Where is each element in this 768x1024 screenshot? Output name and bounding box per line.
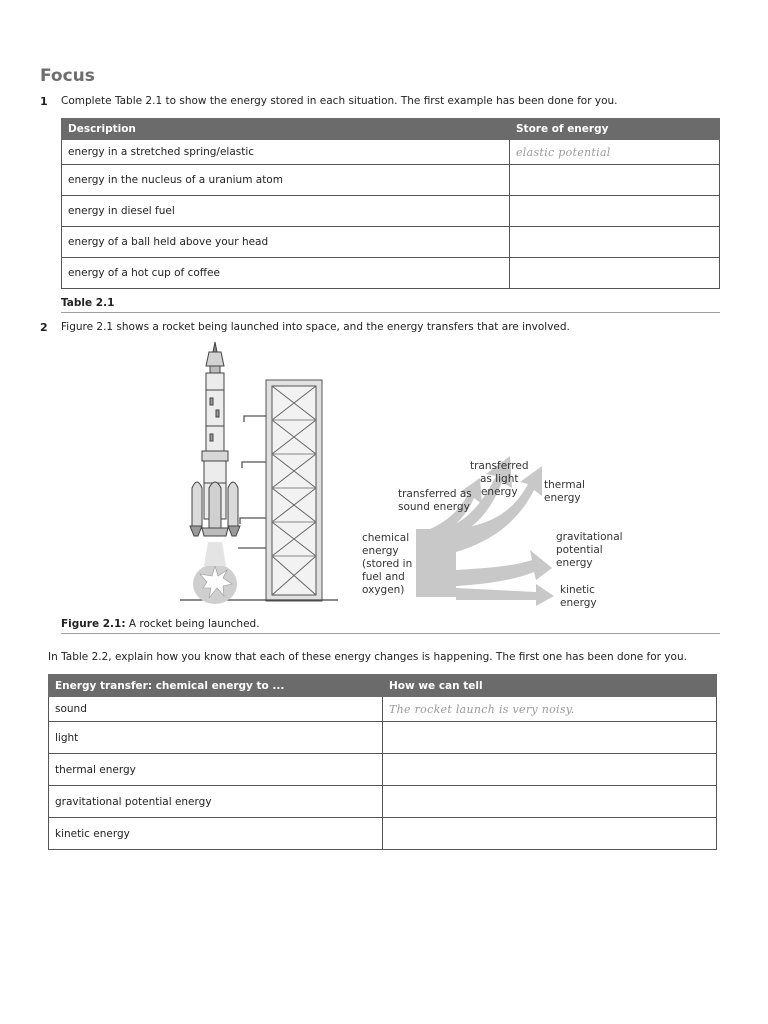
table-2-1 (61, 118, 720, 289)
table-header-row (62, 119, 720, 140)
exhaust-flame (193, 542, 237, 604)
label-line: thermal (544, 479, 585, 491)
label-line: kinetic (560, 584, 595, 596)
label-line: as light (479, 473, 519, 485)
label-line: energy (560, 597, 597, 609)
tower-support-arms (238, 416, 266, 548)
store-answer-cell[interactable] (510, 196, 720, 227)
question-2-number: 2 (40, 321, 48, 334)
table-header-row (49, 675, 717, 697)
description-cell: energy in a stretched spring/elastic (62, 140, 510, 165)
label-line: transferred as (398, 488, 472, 500)
question-2-text: Figure 2.1 shows a rocket being launched into space, and the energy transfers that are involved. (61, 321, 570, 333)
column-header-store: Store of energy (510, 119, 720, 140)
label-line: fuel and (362, 571, 405, 583)
explanation-answer-cell[interactable] (383, 722, 717, 754)
explanation-answer-cell[interactable] (383, 786, 717, 818)
rocket-figure (180, 338, 650, 613)
label-gravitational-energy (556, 531, 623, 570)
transfer-cell: thermal energy (49, 754, 383, 786)
table-2-2 (48, 674, 717, 850)
table-row (49, 754, 717, 786)
transfer-cell: light (49, 722, 383, 754)
label-light-energy (470, 460, 529, 499)
label-line: oxygen) (362, 584, 405, 596)
question-1-number: 1 (40, 95, 48, 108)
description-cell: energy of a hot cup of coffee (62, 258, 510, 289)
explanation-answer-cell[interactable]: The rocket launch is very noisy. (383, 697, 717, 722)
label-line: energy (480, 486, 518, 498)
description-cell: energy in the nucleus of a uranium atom (62, 165, 510, 196)
column-header-how-we-can-tell: How we can tell (383, 675, 717, 697)
table-row (62, 227, 720, 258)
label-kinetic-energy (560, 584, 597, 610)
table-row (49, 722, 717, 754)
table-row (49, 786, 717, 818)
store-answer-cell[interactable] (510, 227, 720, 258)
explanation-answer-cell[interactable] (383, 818, 717, 850)
transfer-cell: kinetic energy (49, 818, 383, 850)
column-header-description: Description (62, 119, 510, 140)
table-2-2-instruction: In Table 2.2, explain how you know that each of these energy changes is happening. The first one has been done for you. (48, 651, 687, 663)
table-row (49, 818, 717, 850)
label-line: gravitational (556, 531, 623, 543)
figure-caption-divider (61, 633, 720, 634)
section-heading: Focus (40, 66, 95, 86)
label-line: energy (544, 492, 581, 504)
explanation-answer-cell[interactable] (383, 754, 717, 786)
label-line: transferred (470, 460, 529, 472)
figure-caption-text: A rocket being launched. (125, 618, 260, 630)
rocket (190, 342, 240, 536)
label-line: (stored in (362, 558, 413, 570)
caption-divider (61, 312, 720, 313)
figure-2-1-caption (61, 618, 260, 630)
store-answer-cell[interactable] (510, 258, 720, 289)
label-line: chemical (362, 532, 410, 544)
label-thermal-energy (544, 479, 585, 505)
table-row (62, 140, 720, 165)
figure-caption-label: Figure 2.1: (61, 618, 126, 630)
label-line: energy (362, 545, 399, 557)
label-line: potential (556, 544, 603, 556)
question-1-text: Complete Table 2.1 to show the energy stored in each situation. The first example has been done for you. (61, 95, 618, 107)
label-chemical-energy (362, 532, 412, 597)
table-row (62, 196, 720, 227)
label-line: sound energy (398, 501, 470, 513)
description-cell: energy in diesel fuel (62, 196, 510, 227)
column-header-transfer: Energy transfer: chemical energy to ... (49, 675, 383, 697)
label-line: energy (556, 557, 593, 569)
label-sound-energy (398, 488, 472, 514)
launch-tower (266, 380, 322, 601)
store-answer-cell[interactable]: elastic potential (510, 140, 720, 165)
transfer-cell: sound (49, 697, 383, 722)
table-2-1-caption: Table 2.1 (61, 297, 115, 309)
transfer-cell: gravitational potential energy (49, 786, 383, 818)
table-row (62, 258, 720, 289)
description-cell: energy of a ball held above your head (62, 227, 510, 258)
table-row (62, 165, 720, 196)
store-answer-cell[interactable] (510, 165, 720, 196)
table-row (49, 697, 717, 722)
